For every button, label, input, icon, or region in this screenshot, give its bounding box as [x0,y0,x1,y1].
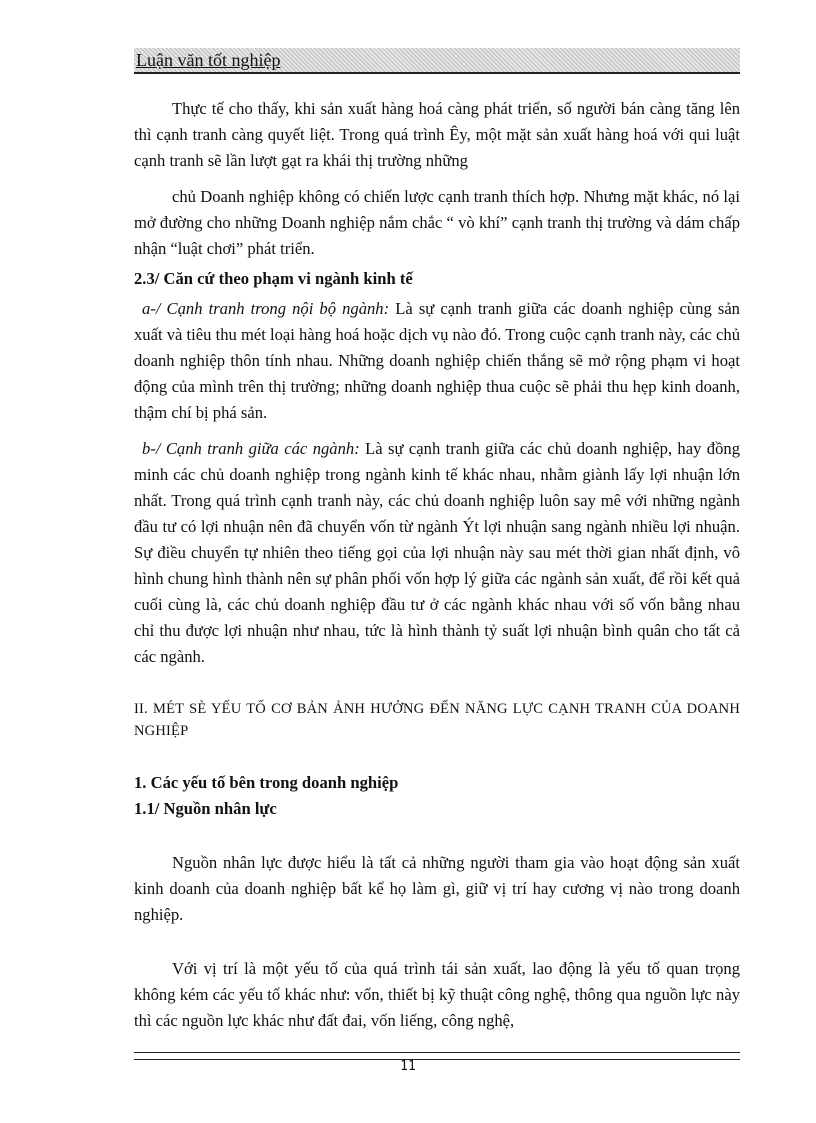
paragraph-text: Là sự cạnh tranh giữa các doanh nghiệp cùng sản xuất và tiêu thu mét loại hàng hoá hoặc dịch vụ nào đó. Trong cuộc cạnh tranh này, các chủ doanh nghiệp thôn tính nhau. Những doanh nghiệp chiến thắng sẽ mở rộng phạm vi hoạt động của mình trên thị trường; những doanh nghiệp thua cuộc sẽ phải thu hẹp kinh doanh, thậm chí bị phá sản. [134,299,740,422]
italic-lead: b-/ Cạnh tranh giữa các ngành: [142,439,360,458]
paragraph [134,436,740,670]
paragraph: Nguồn nhân lực được hiểu là tất cả những người tham gia vào hoạt động sản xuất kinh doanh của doanh nghiệp bất kể họ làm gì, giữ vị trí hay cương vị nào trong doanh nghiệp. [134,853,740,924]
page-header [134,48,740,74]
paragraph-text: Là sự cạnh tranh giữa các chủ doanh nghiệp, hay đồng minh các chủ doanh nghiệp trong ngành kinh tế khác nhau, nhằm giành lấy lợi nhuận lớn nhất. Trong quá trình cạnh tranh này, các chủ doanh nghiệp luôn say mê với những ngành đầu tư có lợi nhuận nên đã chuyển vốn từ ngành Ýt lợi nhuận sang ngành nhiều lợi nhuận. Sự điều chuyển tự nhiên theo tiếng gọi của lợi nhuận này sau mét thời gian nhất định, vô hình chung hình thành nên sự phân phối vốn hợp lý giữa các ngành sản xuất, để rồi kết quả cuối cùng là, các chủ doanh nghiệp đầu tư ở các ngành khác nhau với số vốn bằng nhau chỉ thu được lợi nhuận như nhau, tức là hình thành tỷ suất lợi nhuận bình quân cho tất cả các ngành. [134,439,740,666]
section-heading: 1. Các yếu tố bên trong doanh nghiệp [134,773,399,792]
document-body [134,96,740,1034]
chapter-heading: II. MÉT SÈ YẾU TỐ CƠ BẢN ẢNH HƯỞNG ĐẾN NĂNG LỰC CẠNH TRANH CỦA DOANH NGHIỆP [134,701,740,739]
paragraph: chủ Doanh nghiệp không có chiến lược cạnh tranh thích hợp. Nhưng mặt khác, nó lại mở đường cho những Doanh nghiệp nắm chắc “ vò khí” cạnh tranh thị trường và dám chấp nhận “luật chơi” phát triển. [134,187,740,258]
paragraph: Với vị trí là một yếu tố của quá trình tái sản xuất, lao động là yếu tố quan trọng không kém các yếu tố khác như: vốn, thiết bị kỹ thuật công nghệ, thông qua nguồn lực này thì các nguồn lực khác như đất đai, vốn liếng, công nghệ, [134,959,740,1030]
header-title: Luận văn tốt nghiệp [136,50,281,70]
italic-lead: a-/ Cạnh tranh trong nội bộ ngành: [142,299,390,318]
paragraph: Thực tế cho thấy, khi sản xuất hàng hoá càng phát triển, số người bán càng tăng lên thì cạnh tranh càng quyết liệt. Trong quá trình Êy, một mặt sản xuất hàng hoá với qui luật cạnh tranh sẽ lần lượt gạt ra khái thị trường những [134,99,740,170]
section-heading: 2.3/ Căn cứ theo phạm vi ngành kinh tế [134,269,413,288]
subsection-heading: 1.1/ Nguồn nhân lực [134,799,277,818]
page-number: 11 [400,1059,416,1074]
paragraph [134,296,740,426]
